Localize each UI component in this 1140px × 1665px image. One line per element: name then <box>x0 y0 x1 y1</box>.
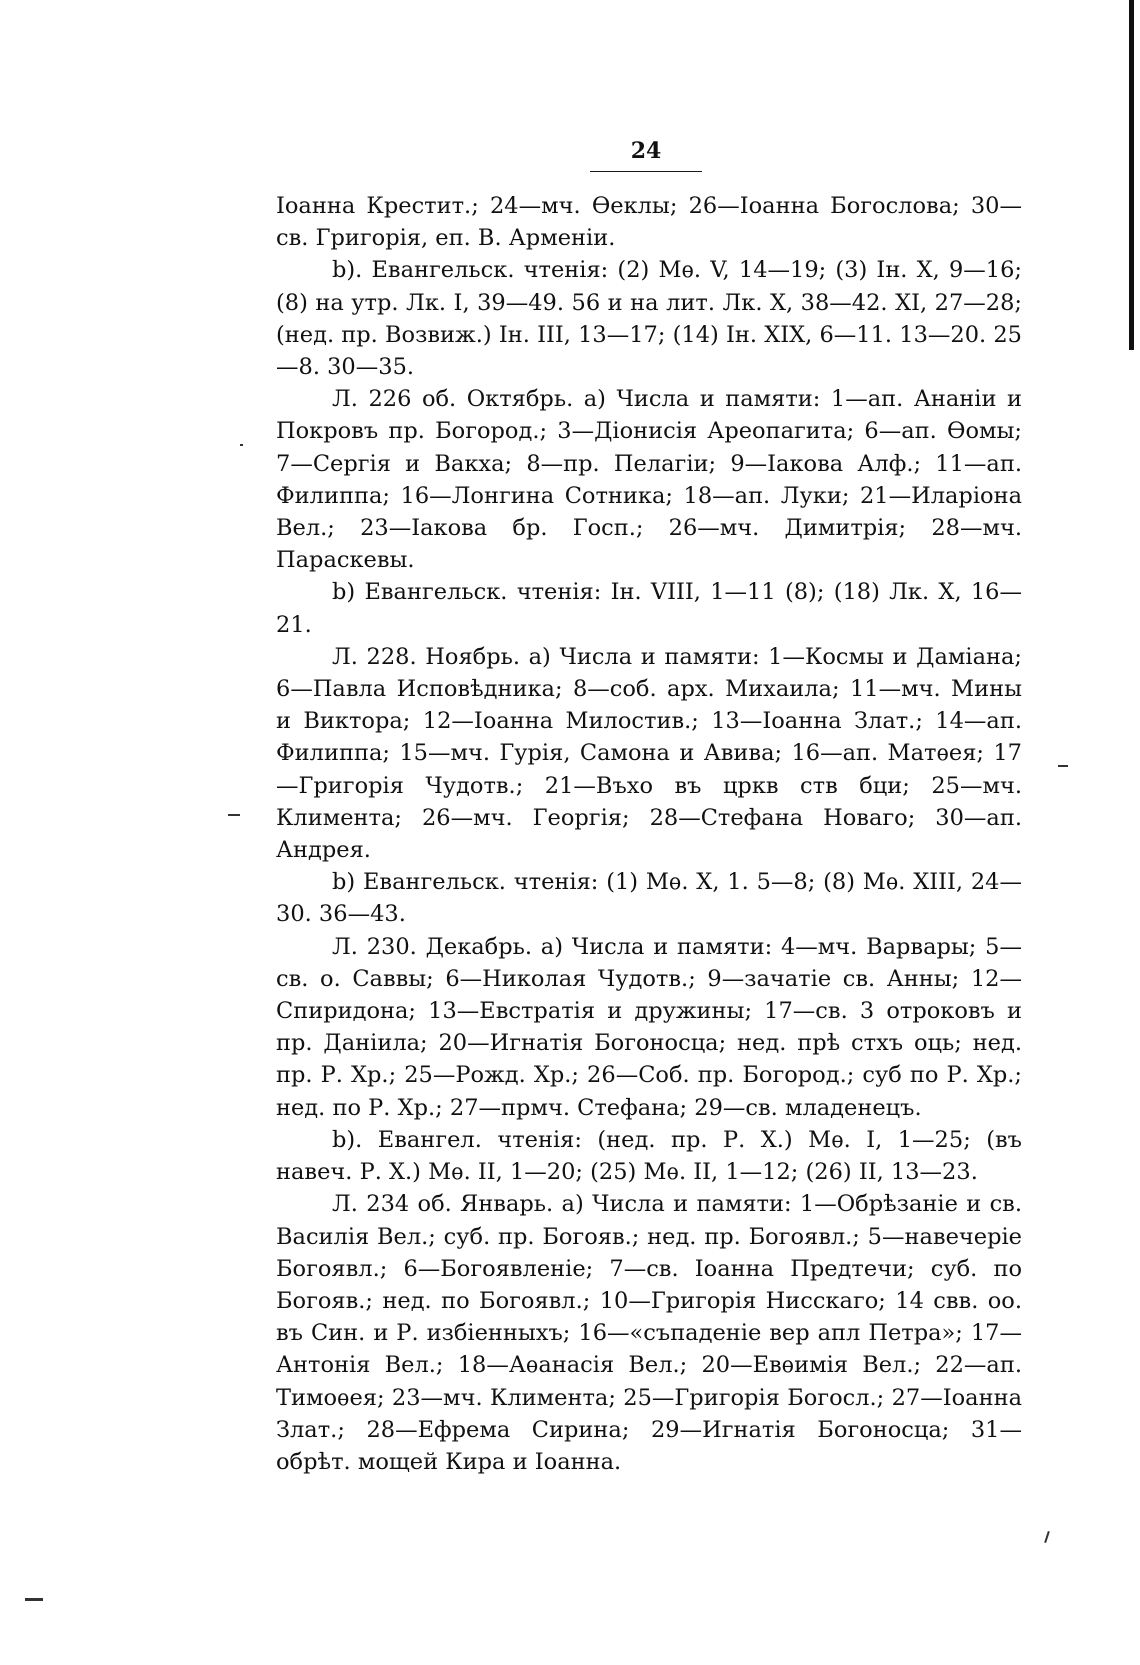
scan-speck <box>1044 1531 1050 1543</box>
scan-speck <box>240 444 243 446</box>
paragraph-september-gospel-readings: b). Евангельск. чтенія: (2) Мѳ. V, 14—19; (3) Ін. X, 9—16; (8) на утр. Лк. I, 39—49. 56 и на лит. Лк. X, 38—42. XI, 27—28; (нед. пр. Возвиж.) Ін. III, 13—17; (14) Ін. XIX, 6—11. 13—20. 25—8. 30—35. <box>276 257 1022 381</box>
paragraph-december-memorials: Л. 230. Декабрь. а) Числа и памяти: 4—мч. Варвары; 5—св. о. Саввы; 6—Николая Чудотв.; 9—зачатіе св. Анны; 12—Спиридона; 13—Евстратія и дружины; 17—св. 3 отроковъ и пр. Даніила; 20—Игнатія Богоносца; нед. прѣ стхъ оць; нед. пр. Р. Хр.; 25—Рожд. Хр.; 26—Соб. пр. Богород.; суб по Р. Хр.; нед. по Р. Хр.; 27—прмч. Стефана; 29—св. младенецъ. <box>276 933 1022 1121</box>
page-number: 24 <box>630 138 662 164</box>
paragraph-november-memorials: Л. 228. Ноябрь. а) Числа и памяти: 1—Космы и Даміана; 6—Павла Исповѣдника; 8—соб. арх. Михаила; 11—мч. Мины и Виктора; 12—Іоанна Милостив.; 13—Іоанна Злат.; 14—ап. Филиппа; 15—мч. Гурія, Самона и Авива; 16—ап. Матѳея; 17—Григорія Чудотв.; 21—Въхо въ цркв ств бци; 25—мч. Климента; 26—мч. Георгія; 28—Стефана Новаго; 30—ап. Андрея. <box>276 643 1022 864</box>
scan-speck <box>25 1598 43 1601</box>
paragraph-january-memorials: Л. 234 об. Январь. а) Числа и памяти: 1—Обрѣзаніе и св. Василія Вел.; суб. пр. Богояв.; нед. пр. Богоявл.; 5—навечеріе Богоявл.; 6—Богоявленіе; 7—св. Іоанна Предтечи; суб. по Богояв.; нед. по Богоявл.; 10—Григорія Нисскаго; 14 свв. оо. въ Син. и Р. избіенныхъ; 16—«съпаденіе вер апл Петра»; 17—Антонія Вел.; 18—Аѳанасія Вел.; 20—Евѳимія Вел.; 22—ап. Тимоѳея; 23—мч. Климента; 25—Григорія Богосл.; 27—Іоанна Злат.; 28—Ефрема Сирина; 29—Игнатія Богоносца; 31—обрѣт. мощей Кира и Іоанна. <box>276 1191 1022 1475</box>
page-edge-shadow <box>1129 0 1134 350</box>
paragraph-november-gospel-readings: b) Евангельск. чтенія: (1) Мѳ. X, 1. 5—8; (8) Мѳ. XIII, 24—30. 36—43. <box>276 869 1022 928</box>
paragraph-october-memorials: Л. 226 об. Октябрь. а) Числа и памяти: 1—ап. Ананіи и Покровъ пр. Богород.; 3—Діонисія Ареопагита; 6—ап. Ѳомы; 7—Сергія и Вакха; 8—пр. Пелагіи; 9—Іакова Алф.; 11—ап. Филиппа; 16—Лонгина Сотника; 18—ап. Луки; 21—Иларіона Вел.; 23—Іакова бр. Госп.; 26—мч. Димитрія; 28—мч. Параскевы. <box>276 386 1022 574</box>
scan-speck <box>228 814 240 816</box>
paragraph-september-memorials-continued: Іоанна Крестит.; 24—мч. Ѳеклы; 26—Іоанна Богослова; 30—св. Григорія, еп. В. Арменіи. <box>276 193 1022 252</box>
paragraph-december-gospel-readings: b). Евангел. чтенія: (нед. пр. Р. Х.) Мѳ. I, 1—25; (въ навеч. Р. Х.) Мѳ. II, 1—20; (25) Мѳ. II, 1—12; (26) II, 13—23. <box>276 1126 1022 1186</box>
body-text <box>276 190 1022 1478</box>
paragraph-october-gospel-readings: b) Евангельск. чтенія: Ін. VIII, 1—11 (8); (18) Лк. X, 16—21. <box>276 579 1022 638</box>
page-number-rule <box>590 171 702 172</box>
scan-speck <box>1058 765 1068 767</box>
